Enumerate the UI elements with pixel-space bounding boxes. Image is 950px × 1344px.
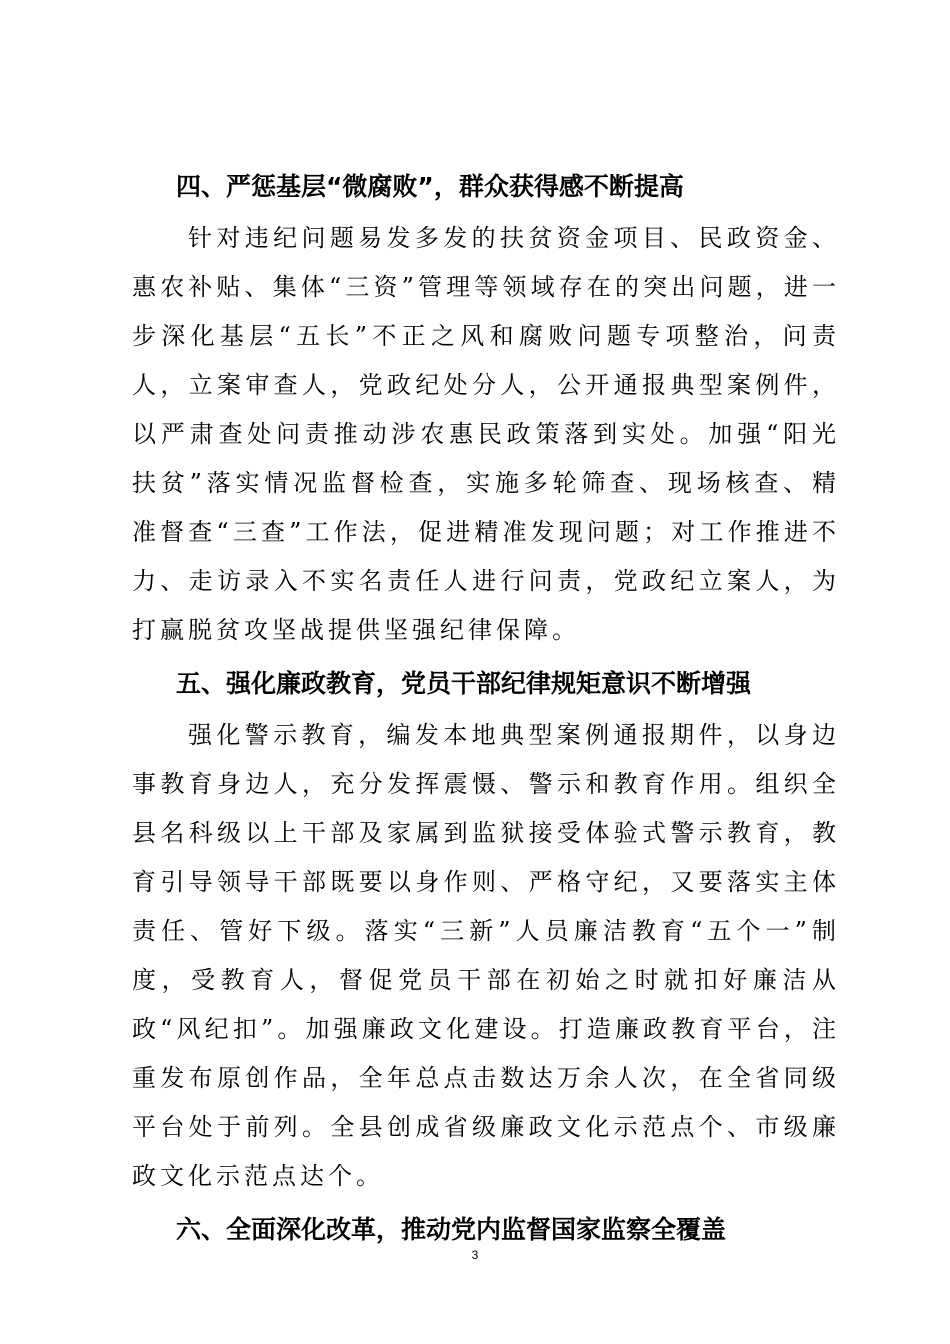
section-paragraph-5: 强化警示教育，编发本地典型案例通报期件，以身边事教育身边人，充分发挥震慑、警示和教育作用。组织全县名科级以上干部及家属到监狱接受体验式警示教育，教育引导领导干部既要以身作则、严格守纪，又要落实主体责任、管好下级。落实“三新”人员廉洁教育“五个一”制度，受教育人，督促党员干部在初始之时就扣好廉洁从政“风纪扣”。加强廉政文化建设。打造廉政教育平台，注重发布原创作品，全年总点击数达万余人次，在全省同级平台处于前列。全县创成省级廉政文化示范点个、市级廉政文化示范点达个。: [132, 721, 840, 1190]
document-body: [132, 163, 840, 1257]
section-heading-6: 六、全面深化改革，推动党内监督国家监察全覆盖: [176, 1215, 727, 1244]
page-number: 3: [471, 1248, 479, 1262]
section-heading-4: 四、严惩基层“微腐败”，群众获得感不断提高: [176, 172, 684, 201]
section-paragraph-4: 针对违纪问题易发多发的扶贫资金项目、民政资金、惠农补贴、集体“三资”管理等领域存在的突出问题，进一步深化基层“五长”不正之风和腐败问题专项整治，问责人，立案审查人，党政纪处分人，公开通报典型案例件，以严肃查处问责推动涉农惠民政策落到实处。加强“阳光扶贫”落实情况监督检查，实施多轮筛查、现场核查、精准督查“三查”工作法，促进精准发现问题；对工作推进不力、走访录入不实名责任人进行问责，党政纪立案人，为打赢脱贫攻坚战提供坚强纪律保障。: [132, 224, 840, 644]
section-heading-5: 五、强化廉政教育，党员干部纪律规矩意识不断增强: [176, 669, 752, 698]
